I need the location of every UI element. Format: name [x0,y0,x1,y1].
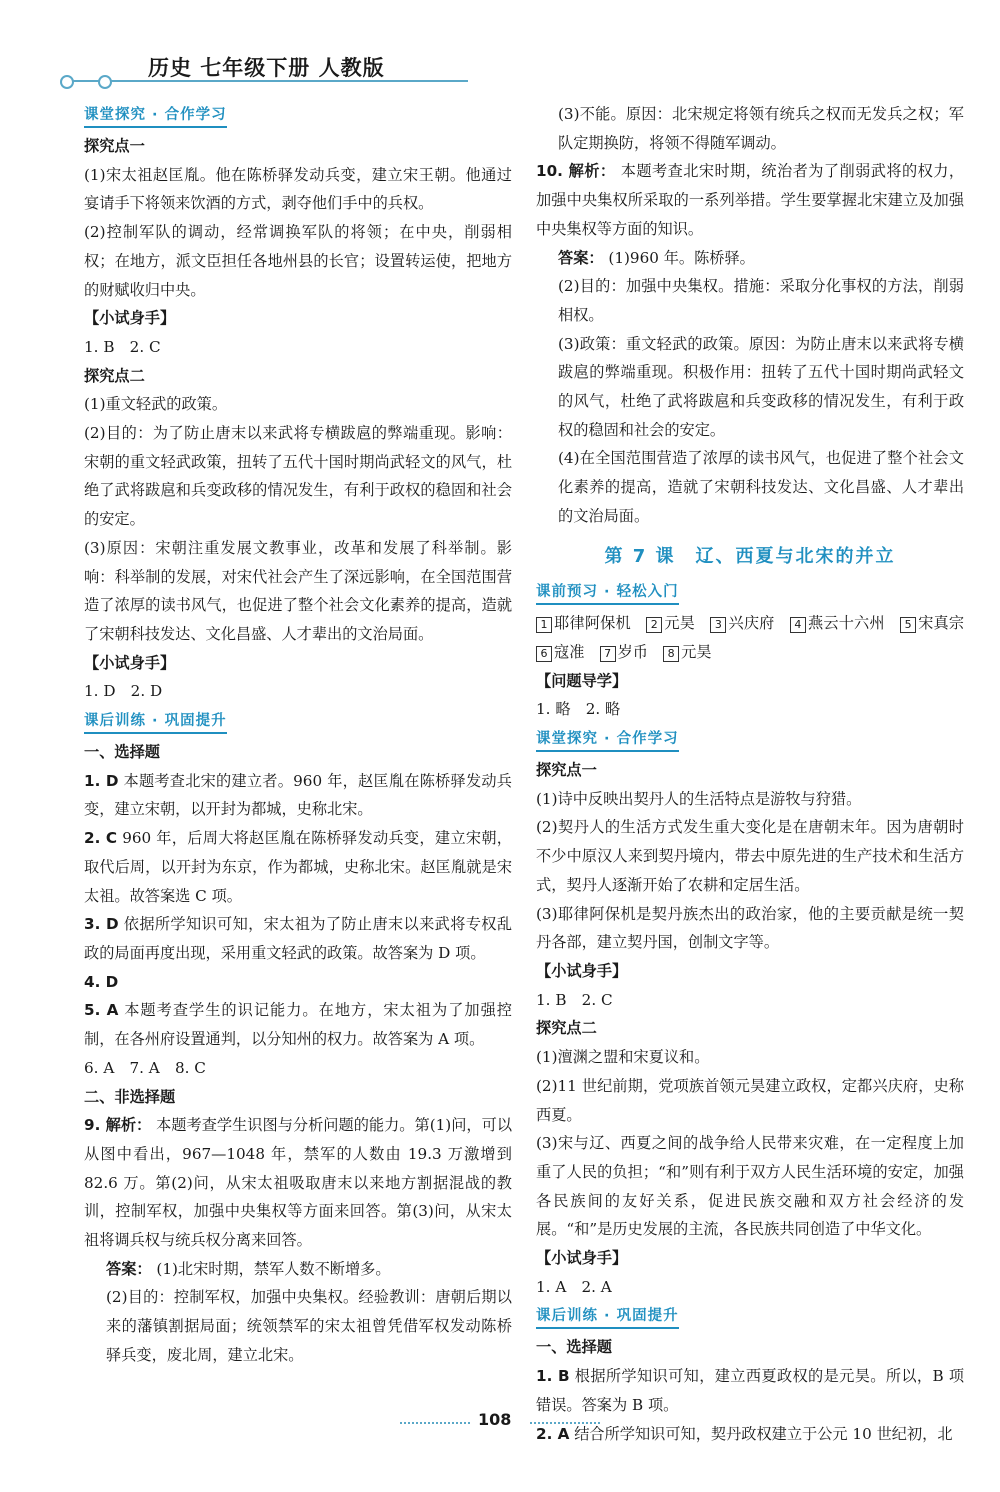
paragraph: 1. B 2. C [84,337,161,356]
answer-text: (1)北宋时期，禁军人数不断增多。 [156,1259,391,1278]
answer-label: 3. D [84,915,119,934]
header-dot [98,75,112,89]
section-heading: 课堂探究 · 合作学习 [84,104,227,128]
blank-answer: 燕云十六州 [807,614,885,633]
answer-text: 结合所学知识可知，契丹政权建立于公元 10 世纪初，北 [574,1424,953,1443]
answer-item [536,1420,964,1449]
subheading: 【小试身手】 [84,309,176,328]
blank-answer: 元昊 [664,614,696,633]
lesson-title: 第 7 课 辽、西夏与北宋的并立 [604,545,896,567]
page-footer [400,1402,600,1442]
paragraph: (3)耶律阿保机是契丹族杰出的政治家，他的主要贡献是统一契丹各部，建立契丹国，创制文字等。 [536,904,964,952]
answer-item [536,157,964,243]
blank-number-box: 7 [600,646,616,662]
subheading: 探究点一 [84,137,145,155]
section-heading-row [536,577,964,609]
answer-text: 本题考查北宋时期，统治者为了削弱武将的权力，加强中央集权所采取的一系列举措。学生要掌握北宋建立及加强中央集权等方面的知识。 [536,162,965,238]
page-header [60,52,480,92]
blank-number-box: 4 [790,617,806,633]
blank-number-box: 5 [900,617,916,633]
blank-answer: 元昊 [681,642,712,661]
section-heading: 课后训练 · 巩固提升 [84,710,227,734]
section-heading-row [84,100,512,132]
subheading: 探究点二 [536,1019,597,1038]
answer-item [84,1111,512,1255]
answer-label: 答案： [558,248,604,267]
paragraph: (1)澶渊之盟和宋夏议和。 [536,1048,710,1067]
blank-number-box: 6 [536,646,552,662]
subheading: 二、非选择题 [84,1087,176,1106]
paragraph: (2)目的：控制军权，加强中央集权。经验教训：唐朝后期以来的藩镇割据局面；统领禁军的宋太祖曾凭借军权发动陈桥驿兵变，废北周，建立北宋。 [106,1288,512,1364]
answer-item [84,910,512,967]
section-heading-row [84,706,512,738]
paragraph: (2)11 世纪前期，党项族首领元昊建立政权，定都兴庆府，史称西夏。 [536,1076,964,1124]
subheading: 【小试身手】 [84,653,176,672]
header-rule [68,80,468,82]
blank-number-box: 1 [536,617,552,633]
right-column [536,100,964,1448]
answer-label: 2. C [84,829,118,848]
answer-text: (1)960 年。陈桥驿。 [608,248,755,267]
paragraph: 1. D 2. D [84,682,163,701]
answer-text: 本题考查学生识图与分析问题的能力。第(1)问，可以从图中看出，967—1048 年，禁军的人数由 19.3 万激增到 82.6 万。第(2)问，从宋太祖吸取唐末以来地方割据混战的教训，控制军权，加强中央集权等方面来回答。第(3)问，从宋太祖将调兵权与统兵权分离来回答。 [84,1116,513,1250]
footer-dotted-rule [530,1422,600,1424]
answer-label: 5. A [84,1001,119,1020]
paragraph: (3)不能。原因：北宋规定将领有统兵之权而无发兵之权；军队定期换防，将领不得随军调动。 [558,105,964,152]
page-number: 108 [478,1410,512,1429]
paragraph: (3)政策：重文轻武的政策。原因：为防止唐末以来武将专横跋扈的弊端重现。积极作用：扭转了五代十国时期尚武轻文的风气，杜绝了武将跋扈和兵变政移的情况发生，有利于政权的稳固和社会的安定。 [558,334,964,439]
paragraph: 1. 略 2. 略 [536,700,621,719]
answer-item [84,968,512,997]
subheading: 一、选择题 [84,743,160,762]
blank-answer: 岁币 [617,642,648,661]
answer-label: 2. A [536,1424,570,1443]
paragraph: (2)目的：为了防止唐末以来武将专横跋扈的弊端重现。影响：宋朝的重文轻武政策，扭转了五代十国时期尚武轻文的风气，杜绝了武将跋扈和兵变政移的情况发生，有利于政权的稳固和社会的安定。 [84,424,512,529]
blank-number-box: 8 [663,646,679,662]
answer-item [84,996,512,1053]
paragraph: 6. A 7. A 8. C [84,1058,206,1077]
blank-number-box: 2 [646,617,662,633]
answer-text: 本题考查北宋的建立者。960 年，赵匡胤在陈桥驿发动兵变，建立宋朝，以开封为都城，史称北宋。 [84,771,512,819]
subheading: 探究点二 [84,366,145,385]
section-heading: 课后训练 · 巩固提升 [536,1305,679,1329]
answer-item [84,1255,512,1284]
answer-text: 960 年，后周大将赵匡胤在陈桥驿发动兵变，建立宋朝，取代后周，以开封为东京，作为都城，史称北宋。赵匡胤就是宋太祖。故答案选 C 项。 [84,829,512,905]
subheading: 【小试身手】 [536,961,628,980]
section-heading: 课堂探究 · 合作学习 [536,728,679,752]
header-title: 历史 七年级下册 人教版 [148,56,385,80]
answer-label: 答案： [106,1259,152,1278]
blank-answer: 宋真宗 [918,614,965,633]
answer-item [536,244,964,273]
paragraph: (1)重文轻武的政策。 [84,395,228,414]
answer-item [84,767,512,824]
blank-number-box: 3 [710,617,726,633]
answer-item [536,1362,964,1419]
subheading: 【问题导学】 [536,671,628,690]
answer-text: 依据所学知识可知，宋太祖为了防止唐末以来武将专权乱政的局面再度出现，采用重文轻武的政策。故答案为 D 项。 [84,915,513,962]
paragraph: 1. B 2. C [536,990,613,1009]
paragraph: (3)原因：宋朝注重发展文教事业，改革和发展了科举制。影响：科举制的发展，对宋代社会产生了深远影响，在全国范围营造了浓厚的读书风气，也促进了整个社会文化素养的提高，造就了宋朝科技发达、文化昌盛、人才辈出的文治局面。 [84,538,512,643]
paragraph: (1)宋太祖赵匡胤。他在陈桥驿发动兵变，建立宋王朝。他通过宴请手下将领来饮酒的方式，剥夺他们手中的兵权。 [84,165,512,213]
subheading: 【小试身手】 [536,1249,628,1268]
fill-blank-answers [536,609,964,666]
answer-label: 1. D [84,771,119,790]
answer-label: 1. B [536,1367,570,1386]
paragraph: (2)契丹人的生活方式发生重大变化是在唐朝末年。因为唐朝时不少中原汉人来到契丹境内，带去中原先进的生产技术和生活方式，契丹人逐渐开始了农耕和定居生活。 [536,818,964,894]
answer-label: 10. 解析： [536,162,616,181]
answer-label: 9. 解析： [84,1116,152,1135]
blank-answer: 兴庆府 [728,614,775,633]
blank-answer: 寇准 [554,642,585,661]
section-heading-row [536,724,964,756]
paragraph: 1. A 2. A [536,1277,612,1296]
footer-dotted-rule [400,1422,470,1424]
section-heading: 课前预习 · 轻松入门 [536,581,679,605]
answer-text: 本题考查学生的识记能力。在地方，宋太祖为了加强控制，在各州府设置通判，以分知州的权力。故答案为 A 项。 [84,1001,512,1049]
blank-answer: 耶律阿保机 [554,614,631,633]
answer-item [84,824,512,910]
paragraph: (4)在全国范围营造了浓厚的读书风气，也促进了整个社会文化素养的提高，造就了宋朝科技发达、文化昌盛、人才辈出的文治局面。 [558,449,964,525]
subheading: 一、选择题 [536,1338,612,1357]
left-column [84,100,512,1370]
paragraph: (2)控制军队的调动，经常调换军队的将领；在中央，削弱相权；在地方，派文臣担任各地州县的长官；设置转运使，把地方的财赋收归中央。 [84,223,512,299]
paragraph: (3)宋与辽、西夏之间的战争给人民带来灾难，在一定程度上加重了人民的负担；“和”则有利于双方人民生活环境的安定，加强各民族间的友好关系，促进民族交融和双方社会经济的发展。“和”是历史发展的主流，各民族共同创造了中华文化。 [536,1134,964,1239]
section-heading-row [536,1301,964,1333]
answer-text: 根据所学知识可知，建立西夏政权的是元昊。所以，B 项错误。答案为 B 项。 [536,1367,965,1414]
paragraph: (2)目的：加强中央集权。措施：采取分化事权的方法，削弱相权。 [558,277,964,324]
paragraph: (1)诗中反映出契丹人的生活特点是游牧与狩猎。 [536,789,862,808]
subheading: 探究点一 [536,761,597,780]
answer-label: 4. D [84,972,119,991]
header-dot [60,75,74,89]
